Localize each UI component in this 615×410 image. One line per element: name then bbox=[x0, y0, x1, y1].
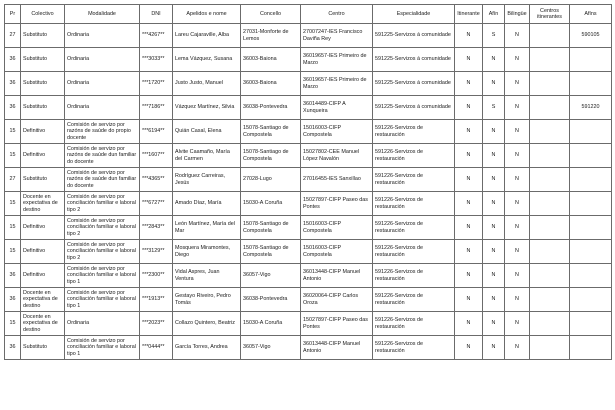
cell-centro: 36013448-CIFP Manuel Antonio bbox=[301, 336, 373, 360]
cell-pr: 15 bbox=[5, 192, 21, 216]
cell-afins bbox=[570, 144, 612, 168]
cell-dni: ***2023** bbox=[140, 312, 173, 336]
cell-centros-itinerantes bbox=[530, 96, 570, 120]
cell-afin: N bbox=[483, 48, 505, 72]
cell-afins bbox=[570, 192, 612, 216]
cell-modalidade: Comisión de servizo por conciliación familiar e laboral tipo 2 bbox=[65, 240, 140, 264]
cell-afins bbox=[570, 72, 612, 96]
cell-pr: 36 bbox=[5, 336, 21, 360]
cell-nome: Lema Vázquez, Susana bbox=[173, 48, 241, 72]
cell-modalidade: Comisión de servizo por conciliación familiar e laboral tipo 2 bbox=[65, 192, 140, 216]
cell-modalidade: Comisión de servizo por conciliación familiar e laboral tipo 2 bbox=[65, 216, 140, 240]
cell-afin: N bbox=[483, 336, 505, 360]
cell-especialidade: 591226-Servizos de restauración bbox=[373, 240, 455, 264]
cell-colectivo: Definitivo bbox=[21, 144, 65, 168]
cell-concello: 15078-Santiago de Compostela bbox=[241, 240, 301, 264]
header-pr: Pr bbox=[5, 5, 21, 24]
cell-afins bbox=[570, 312, 612, 336]
cell-itinerante: N bbox=[455, 48, 483, 72]
cell-pr: 15 bbox=[5, 144, 21, 168]
cell-colectivo: Docente en expectativa de destino bbox=[21, 288, 65, 312]
cell-dni: ***2843** bbox=[140, 216, 173, 240]
cell-modalidade: Comisión de servizo por conciliación familiar e laboral tipo 1 bbox=[65, 336, 140, 360]
cell-modalidade: Comisión de servizo por razóns de saúde dun familiar do docente bbox=[65, 144, 140, 168]
cell-centros-itinerantes bbox=[530, 168, 570, 192]
cell-centro: 15027897-CIFP Paseo das Pontes bbox=[301, 192, 373, 216]
cell-afin: S bbox=[483, 96, 505, 120]
cell-especialidade: 591226-Servizos de restauración bbox=[373, 336, 455, 360]
cell-pr: 36 bbox=[5, 96, 21, 120]
cell-dni: ***1913** bbox=[140, 288, 173, 312]
cell-concello: 15078-Santiago de Compostela bbox=[241, 216, 301, 240]
cell-nome: Justo Justo, Manuel bbox=[173, 72, 241, 96]
cell-afins bbox=[570, 48, 612, 72]
cell-nome: León Martínez, María del Mar bbox=[173, 216, 241, 240]
cell-colectivo: Docente en expectativa de destino bbox=[21, 312, 65, 336]
cell-colectivo: Definitivo bbox=[21, 264, 65, 288]
cell-centro: 36014489-CIFP A Xunqueira bbox=[301, 96, 373, 120]
cell-centro: 36013448-CIFP Manuel Antonio bbox=[301, 264, 373, 288]
cell-dni: ***6727** bbox=[140, 192, 173, 216]
cell-bilingue: N bbox=[505, 288, 530, 312]
cell-concello: 15030-A Coruña bbox=[241, 192, 301, 216]
cell-pr: 36 bbox=[5, 72, 21, 96]
cell-dni: ***6194** bbox=[140, 120, 173, 144]
cell-pr: 15 bbox=[5, 240, 21, 264]
cell-especialidade: 591226-Servizos de restauración bbox=[373, 192, 455, 216]
header-apelidos-nome: Apelidos e nome bbox=[173, 5, 241, 24]
cell-centros-itinerantes bbox=[530, 216, 570, 240]
cell-nome: Alvite Caamaño, María del Carmen bbox=[173, 144, 241, 168]
table-row bbox=[5, 336, 612, 360]
table-row bbox=[5, 96, 612, 120]
cell-especialidade: 591226-Servizos de restauración bbox=[373, 312, 455, 336]
cell-modalidade: Ordinaria bbox=[65, 24, 140, 48]
cell-afins bbox=[570, 240, 612, 264]
cell-modalidade: Ordinaria bbox=[65, 96, 140, 120]
cell-itinerante: N bbox=[455, 312, 483, 336]
cell-especialidade: 591225-Servizos á comunidade bbox=[373, 72, 455, 96]
cell-especialidade: 591226-Servizos de restauración bbox=[373, 144, 455, 168]
table-row bbox=[5, 288, 612, 312]
header-centros-itinerantes: Centros itinerantes bbox=[530, 5, 570, 24]
cell-concello: 36038-Pontevedra bbox=[241, 96, 301, 120]
cell-itinerante: N bbox=[455, 24, 483, 48]
header-afin: Afín bbox=[483, 5, 505, 24]
cell-dni: ***3129** bbox=[140, 240, 173, 264]
cell-pr: 36 bbox=[5, 288, 21, 312]
header-concello: Concello bbox=[241, 5, 301, 24]
cell-itinerante: N bbox=[455, 72, 483, 96]
cell-especialidade: 591226-Servizos de restauración bbox=[373, 168, 455, 192]
cell-itinerante: N bbox=[455, 120, 483, 144]
table-row bbox=[5, 24, 612, 48]
cell-centros-itinerantes bbox=[530, 264, 570, 288]
cell-bilingue: N bbox=[505, 24, 530, 48]
cell-centro: 27007247-IES Francisco Daviña Rey bbox=[301, 24, 373, 48]
cell-centros-itinerantes bbox=[530, 120, 570, 144]
cell-dni: ***1607** bbox=[140, 144, 173, 168]
table-row bbox=[5, 312, 612, 336]
cell-afin: N bbox=[483, 168, 505, 192]
cell-centros-itinerantes bbox=[530, 24, 570, 48]
cell-pr: 27 bbox=[5, 168, 21, 192]
cell-centros-itinerantes bbox=[530, 240, 570, 264]
cell-colectivo: Substituto bbox=[21, 48, 65, 72]
cell-modalidade: Comisión de servizo por razóns de saúde do propio docente bbox=[65, 120, 140, 144]
cell-concello: 36057-Vigo bbox=[241, 264, 301, 288]
cell-afins bbox=[570, 216, 612, 240]
cell-afin: N bbox=[483, 288, 505, 312]
cell-bilingue: N bbox=[505, 240, 530, 264]
cell-nome: Amado Díaz, María bbox=[173, 192, 241, 216]
cell-especialidade: 591225-Servizos á comunidade bbox=[373, 48, 455, 72]
cell-afin: N bbox=[483, 216, 505, 240]
cell-itinerante: N bbox=[455, 264, 483, 288]
cell-afin: N bbox=[483, 264, 505, 288]
cell-dni: ***2300** bbox=[140, 264, 173, 288]
cell-centros-itinerantes bbox=[530, 288, 570, 312]
cell-centro: 15016003-CIFP Compostela bbox=[301, 120, 373, 144]
cell-afins bbox=[570, 336, 612, 360]
table-row bbox=[5, 120, 612, 144]
table-row bbox=[5, 240, 612, 264]
cell-modalidade: Ordinaria bbox=[65, 72, 140, 96]
header-dni: DNI bbox=[140, 5, 173, 24]
cell-nome: Mosquera Miramontes, Diego bbox=[173, 240, 241, 264]
cell-dni: ***3033** bbox=[140, 48, 173, 72]
cell-centros-itinerantes bbox=[530, 144, 570, 168]
header-itinerante: Itinerante bbox=[455, 5, 483, 24]
header-especialidade: Especialidade bbox=[373, 5, 455, 24]
cell-colectivo: Substituto bbox=[21, 168, 65, 192]
cell-colectivo: Docente en expectativa de destino bbox=[21, 192, 65, 216]
table-row bbox=[5, 72, 612, 96]
cell-concello: 36003-Baiona bbox=[241, 48, 301, 72]
cell-especialidade: 591226-Servizos de restauración bbox=[373, 264, 455, 288]
cell-centro: 36019657-IES Primeiro de Marzo bbox=[301, 48, 373, 72]
cell-nome: Vidal Aspres, Juan Ventura bbox=[173, 264, 241, 288]
cell-bilingue: N bbox=[505, 72, 530, 96]
cell-nome: Lareu Cajaraville, Alba bbox=[173, 24, 241, 48]
cell-afins bbox=[570, 168, 612, 192]
cell-pr: 15 bbox=[5, 120, 21, 144]
cell-dni: ***4365** bbox=[140, 168, 173, 192]
header-afins: Afíns bbox=[570, 5, 612, 24]
header-row bbox=[5, 5, 612, 24]
cell-bilingue: N bbox=[505, 264, 530, 288]
cell-itinerante: N bbox=[455, 288, 483, 312]
cell-especialidade: 591226-Servizos de restauración bbox=[373, 120, 455, 144]
cell-nome: Gestayo Riveiro, Pedro Tomás bbox=[173, 288, 241, 312]
cell-concello: 27028-Lugo bbox=[241, 168, 301, 192]
cell-especialidade: 591226-Servizos de restauración bbox=[373, 288, 455, 312]
cell-centro: 15027897-CIFP Paseo das Pontes bbox=[301, 312, 373, 336]
cell-modalidade: Comisión de servizo por conciliación familiar e laboral tipo 1 bbox=[65, 288, 140, 312]
cell-concello: 15078-Santiago de Compostela bbox=[241, 144, 301, 168]
cell-nome: Vázquez Martínez, Silvia bbox=[173, 96, 241, 120]
cell-afin: N bbox=[483, 312, 505, 336]
table-row bbox=[5, 264, 612, 288]
cell-centros-itinerantes bbox=[530, 48, 570, 72]
cell-pr: 15 bbox=[5, 216, 21, 240]
cell-afins bbox=[570, 120, 612, 144]
cell-colectivo: Substituto bbox=[21, 72, 65, 96]
cell-afins bbox=[570, 264, 612, 288]
cell-centro: 15016003-CIFP Compostela bbox=[301, 216, 373, 240]
cell-itinerante: N bbox=[455, 336, 483, 360]
cell-centro: 36019657-IES Primeiro de Marzo bbox=[301, 72, 373, 96]
cell-modalidade: Comisión de servizo por conciliación familiar e laboral tipo 1 bbox=[65, 264, 140, 288]
cell-afins bbox=[570, 288, 612, 312]
cell-centros-itinerantes bbox=[530, 312, 570, 336]
cell-bilingue: N bbox=[505, 312, 530, 336]
cell-dni: ***1720** bbox=[140, 72, 173, 96]
cell-concello: 36057-Vigo bbox=[241, 336, 301, 360]
cell-modalidade: Comisión de servizo por razóns de saúde dun familiar do docente bbox=[65, 168, 140, 192]
cell-modalidade: Ordinaria bbox=[65, 312, 140, 336]
cell-concello: 15078-Santiago de Compostela bbox=[241, 120, 301, 144]
cell-especialidade: 591225-Servizos á comunidade bbox=[373, 96, 455, 120]
cell-bilingue: N bbox=[505, 216, 530, 240]
cell-afin: N bbox=[483, 240, 505, 264]
cell-afin: N bbox=[483, 120, 505, 144]
cell-bilingue: N bbox=[505, 192, 530, 216]
cell-itinerante: N bbox=[455, 168, 483, 192]
cell-especialidade: 591225-Servizos á comunidade bbox=[373, 24, 455, 48]
cell-centro: 15016003-CIFP Compostela bbox=[301, 240, 373, 264]
cell-colectivo: Substituto bbox=[21, 24, 65, 48]
cell-colectivo: Substituto bbox=[21, 336, 65, 360]
table-row bbox=[5, 192, 612, 216]
cell-pr: 36 bbox=[5, 48, 21, 72]
cell-afins: 591220 bbox=[570, 96, 612, 120]
cell-concello: 27031-Monforte de Lemos bbox=[241, 24, 301, 48]
cell-afin: N bbox=[483, 192, 505, 216]
cell-itinerante: N bbox=[455, 240, 483, 264]
cell-concello: 15030-A Coruña bbox=[241, 312, 301, 336]
cell-centro: 36020064-CIFP Carlos Oroza bbox=[301, 288, 373, 312]
cell-centros-itinerantes bbox=[530, 192, 570, 216]
header-bilingue: Bilingüe bbox=[505, 5, 530, 24]
cell-afin: S bbox=[483, 24, 505, 48]
cell-modalidade: Ordinaria bbox=[65, 48, 140, 72]
header-modalidade: Modalidade bbox=[65, 5, 140, 24]
assignments-table bbox=[4, 4, 612, 360]
cell-afins: 590105 bbox=[570, 24, 612, 48]
table-row bbox=[5, 168, 612, 192]
cell-itinerante: N bbox=[455, 216, 483, 240]
cell-bilingue: N bbox=[505, 120, 530, 144]
cell-nome: Quián Casal, Elena bbox=[173, 120, 241, 144]
cell-bilingue: N bbox=[505, 336, 530, 360]
cell-itinerante: N bbox=[455, 96, 483, 120]
cell-itinerante: N bbox=[455, 144, 483, 168]
cell-centro: 27016455-IES Sanxillao bbox=[301, 168, 373, 192]
cell-bilingue: N bbox=[505, 168, 530, 192]
cell-centro: 15027802-CEE Manuel López Navalón bbox=[301, 144, 373, 168]
cell-pr: 27 bbox=[5, 24, 21, 48]
cell-colectivo: Definitivo bbox=[21, 120, 65, 144]
cell-bilingue: N bbox=[505, 96, 530, 120]
table-row bbox=[5, 216, 612, 240]
cell-colectivo: Definitivo bbox=[21, 240, 65, 264]
header-centro: Centro bbox=[301, 5, 373, 24]
cell-centros-itinerantes bbox=[530, 72, 570, 96]
cell-nome: Rodríguez Carreiras, Jesús bbox=[173, 168, 241, 192]
cell-dni: ***0444** bbox=[140, 336, 173, 360]
cell-dni: ***7186** bbox=[140, 96, 173, 120]
header-colectivo: Colectivo bbox=[21, 5, 65, 24]
cell-bilingue: N bbox=[505, 48, 530, 72]
cell-concello: 36003-Baiona bbox=[241, 72, 301, 96]
cell-dni: ***4267** bbox=[140, 24, 173, 48]
cell-colectivo: Substituto bbox=[21, 96, 65, 120]
cell-pr: 15 bbox=[5, 312, 21, 336]
cell-bilingue: N bbox=[505, 144, 530, 168]
table-row bbox=[5, 48, 612, 72]
cell-colectivo: Definitivo bbox=[21, 216, 65, 240]
cell-afin: N bbox=[483, 72, 505, 96]
cell-centros-itinerantes bbox=[530, 336, 570, 360]
cell-afin: N bbox=[483, 144, 505, 168]
cell-pr: 36 bbox=[5, 264, 21, 288]
table-row bbox=[5, 144, 612, 168]
cell-itinerante: N bbox=[455, 192, 483, 216]
cell-concello: 36038-Pontevedra bbox=[241, 288, 301, 312]
cell-nome: Collazo Quintero, Beatriz bbox=[173, 312, 241, 336]
table-body bbox=[5, 24, 612, 360]
cell-nome: García Torres, Andrea bbox=[173, 336, 241, 360]
cell-especialidade: 591226-Servizos de restauración bbox=[373, 216, 455, 240]
